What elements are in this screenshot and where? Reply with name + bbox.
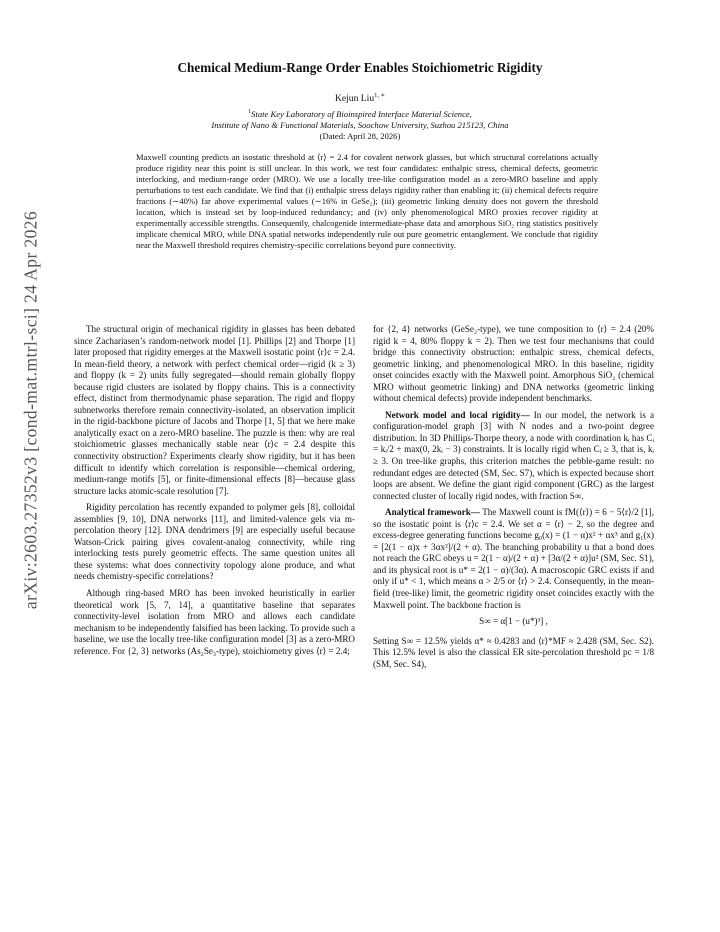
affiliation-line-1: State Key Laboratory of Bioinspired Interface Material Science, — [251, 108, 472, 119]
left-column — [74, 324, 355, 662]
affiliation-line-2: Institute of Nano & Functional Materials, Soochow University, Suzhou 215123, China — [211, 120, 509, 131]
author-affiliation-mark: 1, ∗ — [374, 92, 386, 99]
network-model-section — [373, 410, 654, 502]
arxiv-identifier: arXiv:2603.27352v3 [cond-mat.mtrl-sci] 24 Apr 2026 — [20, 210, 41, 610]
intro-paragraph-1: The structural origin of mechanical rigidity in glasses has been debated since Zachariasen’s random-network model [1]. Phillips [2] and Thorpe [1] later proposed that rigidity emerges at the Maxwell isostatic point ⟨r⟩c = 2.4. In mean-field theory, a network with perfect chemical order—rigid (k ≥ 3) and floppy (k = 2) units fully segregated—should remain globally floppy because rigid clusters are isolated by floppy chains. This is a connectivity effect, distinct from thermodynamic phase separation. The rigid and floppy subnetworks therefore remain connectivity-isolated, an observation implicit in the rigid-backbone picture of Jacobs and Thorpe [1, 5] that we here make analytically exact on a zero-MRO baseline. The puzzle is then: why are real stoichiometric glasses mechanically stable near ⟨r⟩c = 2.4 despite this connectivity obstruction? Experiments clearly show rigidity, but it has been difficult to identify which correlation is responsible—chemical ordering, medium-range motifs [5], or finite-dimensional effects [8]—because glass structure lacks atomic-scale resolution [7]. — [74, 324, 355, 496]
date-line: (Dated: April 28, 2026) — [319, 131, 401, 141]
results-paragraph: Setting S∞ = 12.5% yields α* ≈ 0.4283 and ⟨r⟩*MF ≈ 2.428 (SM, Sec. S2). This 12.5% level is also the classical ER site-percolation threshold pc = 1/8 (SM, Sec. S4), — [373, 635, 654, 669]
analytical-framework-section — [373, 507, 654, 611]
paper-title: Chemical Medium-Range Order Enables Stoichiometric Rigidity — [177, 60, 543, 75]
affiliation-mark: 1 — [248, 109, 252, 115]
analytical-framework-text: The Maxwell count is fM(⟨r⟩) = 6 − 5⟨r⟩/2 [1], so the isostatic point is ⟨r⟩c = 2.4. We set α = ⟨r⟩ − 2, so the degree and excess-degree generating functions become g₀(x) = (1 − α)x² + αx³ and g₁(x) = [2(1 − α)x + 3αx²]/(2 + α). The branching probability u that a bond does not reach the GRC obeys u = 2(1 − α)/(2 + α) + [3α/(2 + α)]u² (SM, Sec. S1), and its physical root is u* = 2(1 − α)/(3α). A macroscopic GRC exists if and only if u* < 1, which means α > 2/5 or ⟨r⟩ > 2.4. Consequently, in the mean-field (tree-like) limit, the geometric rigidity onset coincides exactly with the Maxwell point. The backbone fraction is — [373, 507, 654, 610]
arxiv-sidebar-stamp — [18, 130, 44, 690]
intro-paragraph-4: for {2, 4} networks (GeSe₂-type), we tune composition to ⟨r⟩ = 2.4 (20% rigid k = 4, 80% floppy k = 2). Then we test four mechanisms that could bridge this connectivity obstruction: enthalpic stress, chemical defects, geometric linking, and phenomenological MRO. In this baseline, rigidity onset coincides exactly with the Maxwell point. Amorphous SiO₂ (chemical MRO without geometric linking) and DNA networks (geometric linking without chemical defects) provide independent benchmarks. — [373, 324, 654, 404]
intro-paragraph-2: Rigidity percolation has recently expanded to polymer gels [8], colloidal assemblies [9, 10], DNA networks [11], and limited-valence gels via m-percolation theory [12]. DNA dendrimers [9] are especially useful because Watson-Crick pairing gives covalent-analog connectivity, while ring interlocking tests purely geometric effects. The same question unites all these systems: what does connectivity topology alone produce, and what needs chemistry-specific correlations? — [74, 502, 355, 582]
affiliation — [0, 107, 720, 132]
intro-paragraph-3: Although ring-based MRO has been invoked heuristically in earlier theoretical work [5, 7, 14], a quantitative baseline that separates connectivity-level isolation from MRO and allows each candidate mechanism to be independently falsified has been lacking. To provide such a baseline, we use the locally tree-like configuration model [3] as a zero-MRO reference. For {2, 3} networks (As₂Se₃-type), stoichiometry gives ⟨r⟩ = 2.4; — [74, 588, 355, 656]
network-model-heading: Network model and local rigidity— — [385, 409, 530, 420]
backbone-equation: S∞ = α[1 − (u*)³] , — [479, 616, 548, 627]
network-model-text: In our model, the network is a configuration-model graph [3] with N nodes and a two-point degree distribution. In 3D Phillips-Thorpe theory, a node with coordination kᵢ has Cᵢ = kᵢ/2 + max(0, 2kᵢ − 3) constraints. It is locally rigid when Cᵢ ≥ 3, that is, kᵢ ≥ 3. On tree-like graphs, this criterion matches the pebble-game result: no redundant edges are detected (SM, Sec. S7), which is expected because short loops are absent. We define the giant rigid component (GRC) as the largest connected cluster of locally rigid nodes, with fraction S∞. — [373, 409, 654, 501]
abstract: Maxwell counting predicts an isostatic threshold at ⟨r⟩ = 2.4 for covalent network glasses, but which structural correlations actually produce rigidity near this point is still unclear. In this work, we test four candidates: enthalpic stress, chemical defects, geometric interlocking, and medium-range order (MRO). We use a locally tree-like configuration model as a zero-MRO baseline and apply perturbations to test each candidate. We find that (i) enthalpic stress delays rigidity rather than enabling it; (ii) chemical defects require fractions (∼40%) far above experimental values (∼16% in GeSe₂); (iii) geometric linking density does not govern the threshold location, which is instead set by loop-induced redundancy; and (iv) only phenomenological MRO proxies recover rigidity at experimentally accessible strengths. Consequently, chalcogenide intermediate-phase data and amorphous SiO₂ ring statistics positively implicate chemical MRO, while DNA spatial networks independently rule out pure geometric entanglement. We conclude that rigidity near the Maxwell threshold requires chemistry-specific correlations beyond pure connectivity. — [136, 152, 598, 250]
author-line — [0, 91, 720, 104]
analytical-framework-heading: Analytical framework— — [385, 507, 480, 518]
author-name: Kejun Liu — [334, 93, 375, 105]
right-column — [373, 324, 654, 675]
